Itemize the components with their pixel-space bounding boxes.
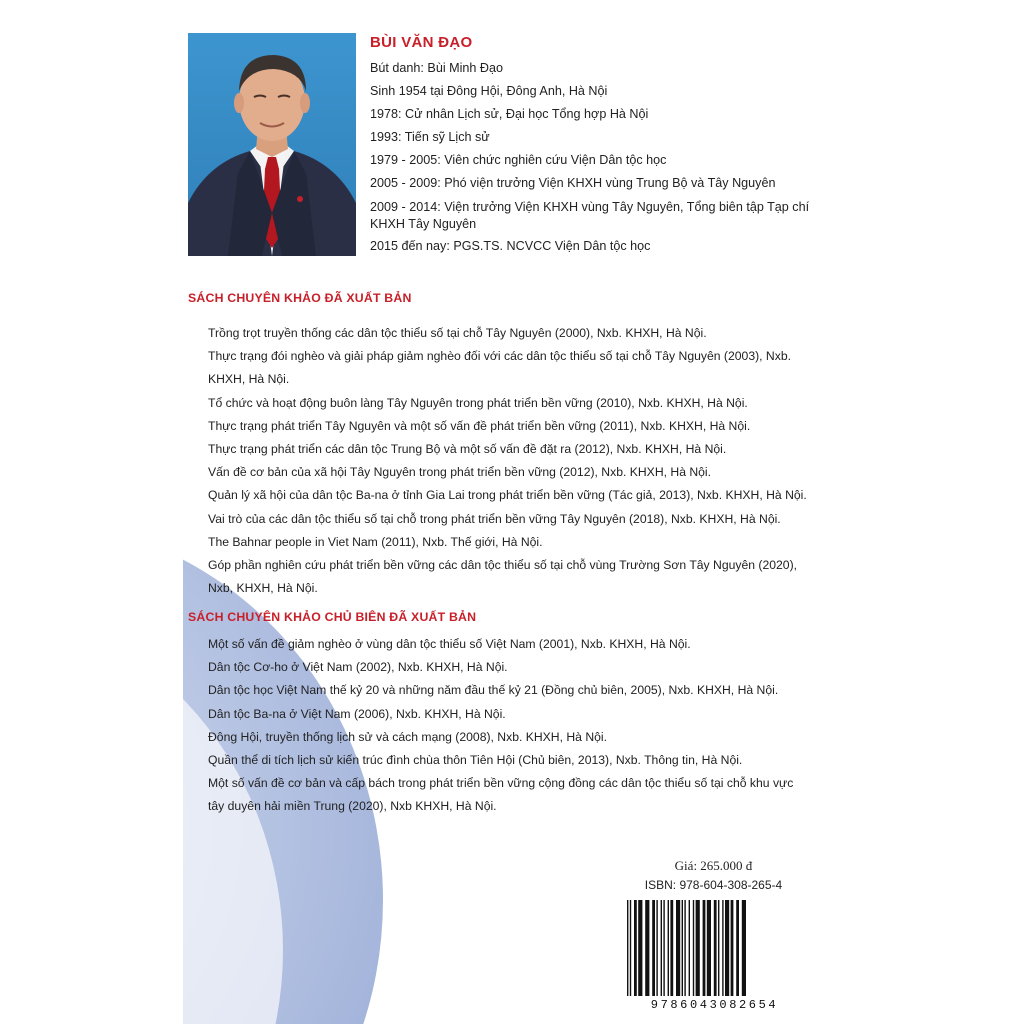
list-item: Thực trạng phát triển các dân tộc Trung Bộ và một số vấn đề đặt ra (2012), Nxb. KHXH, Hà Nội. [208,442,727,457]
barcode-digits: 9786043082654 [650,998,779,1012]
bio-pen-name: Bút danh: Bùi Minh Đạo [370,61,504,75]
list-item: Quản lý xã hội của dân tộc Ba-na ở tỉnh Gia Lai trong phát triển bền vững (Tác giả, 2013), Nxb. KHXH, Hà Nội. [208,488,807,503]
list-item: Thực trạng đói nghèo và giải pháp giảm nghèo đối với các dân tộc thiểu số tại chỗ Tây Nguyên (2003), Nxb. KHXH, Hà Nội. [208,349,791,387]
price-isbn-box [611,858,816,898]
list-item: Trồng trọt truyền thống các dân tộc thiểu số tại chỗ Tây Nguyên (2000), Nxb. KHXH, Hà Nội. [208,326,707,340]
background-left [0,0,183,1024]
bio-1978: 1978: Cử nhân Lịch sử, Đại học Tổng hợp Hà Nội [370,107,649,121]
book-back-cover [183,0,837,1024]
list-item: Dân tộc học Việt Nam thế kỷ 20 và những năm đầu thế kỷ 21 (Đồng chủ biên, 2005), Nxb. KHXH, Hà Nội. [208,683,779,698]
bio-2015: 2015 đến nay: PGS.TS. NCVCC Viện Dân tộc học [370,239,651,253]
list-item: Góp phần nghiên cứu phát triển bền vững các dân tộc thiểu số tại chỗ vùng Trường Sơn Tây Nguyên (2020), Nxb, KHXH, Hà Nội. [208,558,798,596]
author-portrait [188,33,356,256]
author-name: BÙI VĂN ĐẠO [370,34,473,51]
list-item: Vấn đề cơ bản của xã hội Tây Nguyên trong phát triển bền vững (2012), Nxb. KHXH, Hà Nội. [208,465,712,480]
bio-birth: Sinh 1954 tại Đông Hội, Đông Anh, Hà Nội [370,84,608,98]
author-bio [370,34,830,258]
edited-monographs-list [208,633,808,819]
list-item: Tổ chức và hoạt động buôn làng Tây Nguyên trong phát triển bền vững (2010), Nxb. KHXH, Hà Nội. [208,395,748,410]
list-item: Thực trạng phát triển Tây Nguyên và một số vấn đề phát triển bền vững (2011), Nxb. KHXH, Hà Nội. [208,418,751,433]
list-item: Dân tộc Cơ-ho ở Việt Nam (2002), Nxb. KHXH, Hà Nội. [208,660,508,675]
background-right [837,0,1024,1024]
list-item: Một số vấn đề cơ bản và cấp bách trong phát triển bền vững cộng đồng các dân tộc thiểu số tại chỗ khu vực tây duyên hải miền Trung (2020), Nxb KHXH, Hà Nội. [208,776,794,814]
isbn-barcode [623,898,806,1018]
list-item: Quần thể di tích lịch sử kiến trúc đình chùa thôn Tiên Hội (Chủ biên, 2013), Nxb. Thông tin, Hà Nội. [208,753,743,768]
section-title-published-monographs: SÁCH CHUYÊN KHẢO ĐÃ XUẤT BẢN [188,291,412,305]
barcode-bars [623,898,806,998]
isbn-label: ISBN: 978-604-308-265-4 [644,878,783,892]
list-item: Vai trò của các dân tộc thiểu số tại chỗ trong phát triển bền vững Tây Nguyên (2018), Nxb. KHXH, Hà Nội. [208,511,781,526]
list-item: The Bahnar people in Viet Nam (2011), Nxb. Thế giới, Hà Nội. [208,534,543,549]
price-label: Giá: 265.000 đ [674,858,753,873]
bio-2005-2009: 2005 - 2009: Phó viện trưởng Viện KHXH vùng Trung Bộ và Tây Nguyên [370,176,776,190]
bio-2009-2014: 2009 - 2014: Viện trưởng Viện KHXH vùng Tây Nguyên, Tổng biên tập Tạp chí KHXH Tây Nguyên [370,200,810,231]
bio-1979-2005: 1979 - 2005: Viên chức nghiên cứu Viện Dân tộc học [370,153,667,167]
section-title-edited-monographs: SÁCH CHUYÊN KHẢO CHỦ BIÊN ĐÃ XUẤT BẢN [188,610,477,624]
list-item: Dân tộc Ba-na ở Việt Nam (2006), Nxb. KHXH, Hà Nội. [208,706,506,721]
published-monographs-list [208,322,808,600]
bio-1993: 1993: Tiến sỹ Lịch sử [370,130,490,144]
list-item: Một số vấn đề giảm nghèo ở vùng dân tộc thiểu số Việt Nam (2001), Nxb. KHXH, Hà Nội. [208,637,691,651]
list-item: Đông Hội, truyền thống lịch sử và cách mạng (2008), Nxb. KHXH, Hà Nội. [208,729,608,744]
